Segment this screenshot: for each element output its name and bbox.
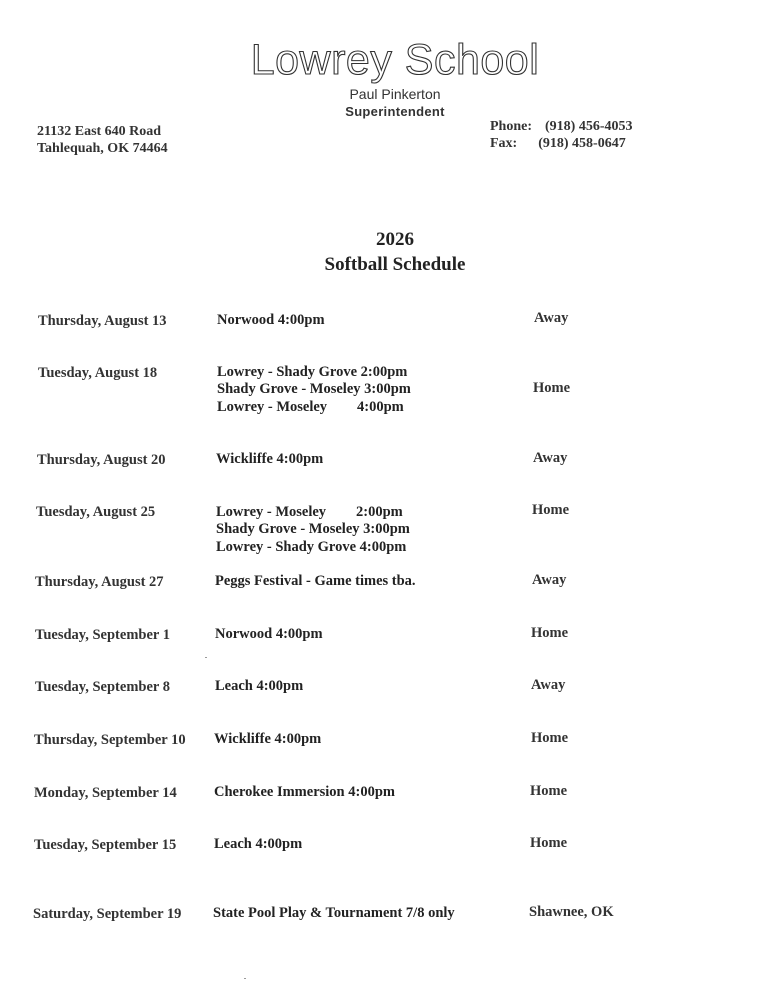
game-matchup: Lowrey - Moseley	[216, 504, 327, 520]
game-entry: Shady Grove - Moseley 3:00pm	[216, 521, 410, 537]
game-entry: State Pool Play & Tournament 7/8 only	[213, 905, 455, 921]
game-entry	[217, 399, 427, 416]
game-entry: Wickliffe 4:00pm	[214, 731, 322, 747]
game-location: Home	[530, 783, 568, 799]
game-entry: Leach 4:00pm	[215, 678, 304, 694]
phone-line	[490, 119, 633, 135]
fax-number: (918) 458-0647	[538, 136, 626, 151]
game-date: Thursday, September 10	[34, 732, 186, 748]
phone-number: (918) 456-4053	[545, 119, 633, 134]
game-entry	[216, 504, 426, 521]
game-location: Away	[533, 450, 568, 466]
game-date: Thursday, August 13	[38, 313, 167, 329]
game-date: Thursday, August 27	[35, 574, 164, 590]
fax-line	[490, 136, 626, 152]
game-entry: Wickliffe 4:00pm	[216, 451, 324, 467]
game-location: Away	[532, 572, 567, 588]
game-location: Home	[530, 835, 568, 851]
fax-label: Fax:	[490, 136, 518, 151]
game-entry: Norwood 4:00pm	[217, 312, 325, 328]
game-location: Home	[532, 502, 570, 518]
game-entry: Leach 4:00pm	[214, 836, 303, 852]
school-name: Lowrey School	[250, 36, 540, 84]
game-entry: Norwood 4:00pm	[215, 626, 323, 642]
game-date: Thursday, August 20	[37, 452, 166, 468]
address-line-1: 21132 East 640 Road	[37, 124, 162, 139]
superintendent-title: Superintendent	[345, 104, 445, 119]
game-location: Away	[531, 677, 566, 693]
scan-speck	[244, 978, 246, 979]
phone-label: Phone:	[490, 119, 532, 134]
game-time: 2:00pm	[356, 504, 403, 520]
game-location: Shawnee, OK	[529, 904, 614, 920]
game-date: Monday, September 14	[34, 785, 177, 801]
game-entry: Cherokee Immersion 4:00pm	[214, 784, 395, 800]
schedule-year: 2026	[376, 229, 414, 250]
game-matchup: Lowrey - Moseley	[217, 399, 328, 415]
superintendent-name: Paul Pinkerton	[349, 86, 441, 102]
schedule-title: Softball Schedule	[324, 254, 466, 275]
game-date: Tuesday, September 15	[34, 837, 177, 853]
game-location: Home	[531, 730, 569, 746]
address-line-2: Tahlequah, OK 74464	[37, 141, 168, 156]
scan-speck	[205, 657, 207, 658]
game-entry: Peggs Festival - Game times tba.	[215, 573, 416, 589]
game-date: Tuesday, September 1	[35, 627, 170, 643]
game-entry: Lowrey - Shady Grove 4:00pm	[216, 539, 407, 555]
game-location: Home	[533, 380, 571, 396]
game-entry: Shady Grove - Moseley 3:00pm	[217, 381, 411, 397]
game-date: Tuesday, August 25	[36, 504, 156, 520]
game-date: Tuesday, September 8	[35, 679, 170, 695]
game-date: Tuesday, August 18	[38, 365, 158, 381]
game-time: 4:00pm	[357, 399, 404, 415]
game-date: Saturday, September 19	[33, 906, 182, 922]
game-location: Home	[531, 625, 569, 641]
game-entry: Lowrey - Shady Grove 2:00pm	[217, 364, 408, 380]
game-location: Away	[534, 310, 569, 326]
